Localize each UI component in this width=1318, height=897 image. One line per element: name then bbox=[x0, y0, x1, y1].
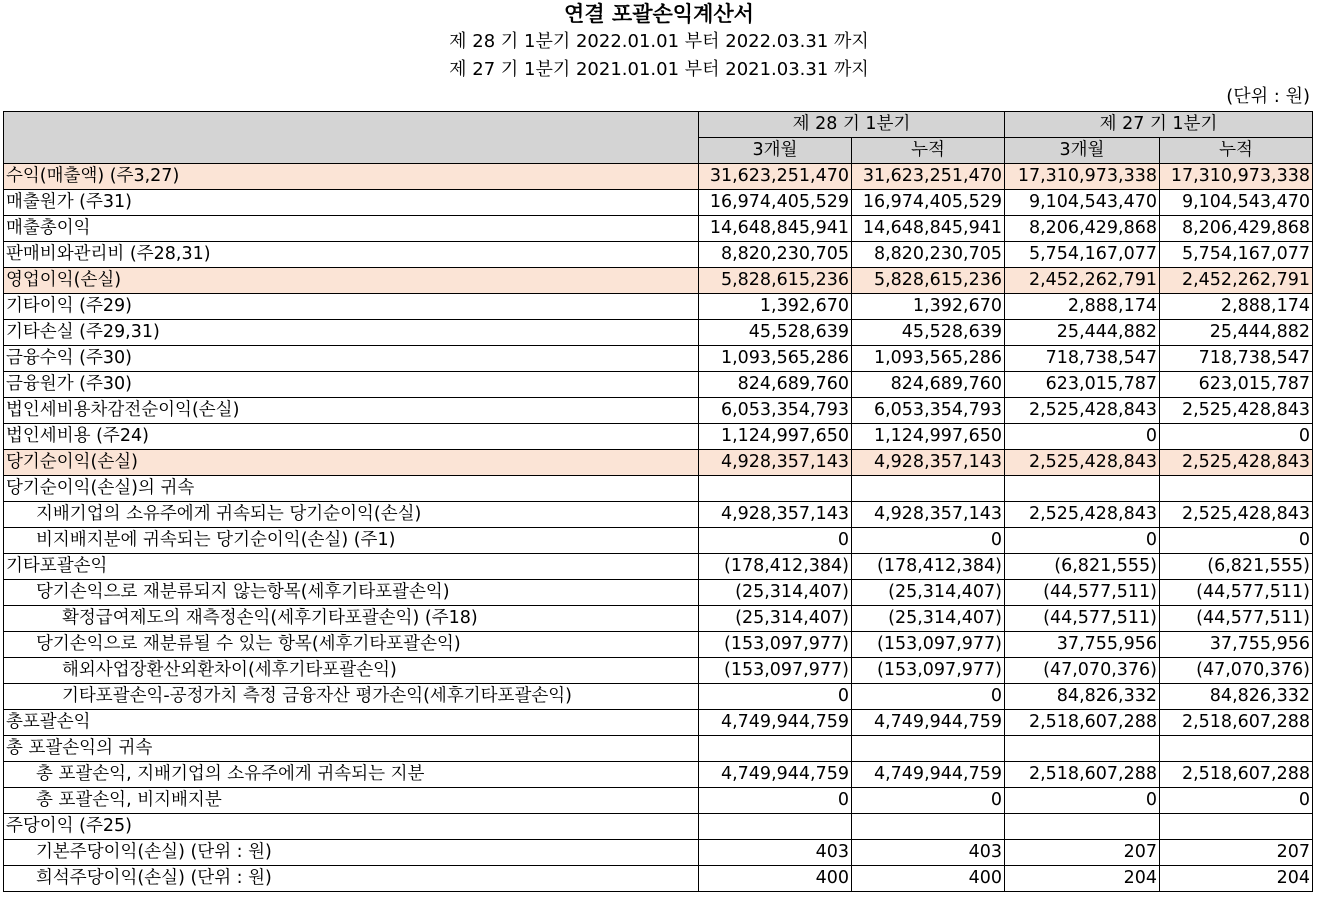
value-current-three-month: (25,314,407) bbox=[699, 606, 852, 632]
value-prior-cumulative bbox=[1160, 736, 1313, 762]
value-current-three-month: 6,053,354,793 bbox=[699, 398, 852, 424]
value-prior-cumulative: (44,577,511) bbox=[1160, 580, 1313, 606]
table-row bbox=[4, 346, 1313, 372]
value-prior-three-month: 2,888,174 bbox=[1005, 294, 1160, 320]
value-current-three-month: 1,093,565,286 bbox=[699, 346, 852, 372]
value-current-cumulative bbox=[852, 736, 1005, 762]
table-row bbox=[4, 866, 1313, 892]
value-prior-three-month: 204 bbox=[1005, 866, 1160, 892]
row-label: 희석주당이익(손실) (단위 : 원) bbox=[4, 866, 699, 892]
value-current-cumulative: 6,053,354,793 bbox=[852, 398, 1005, 424]
row-label: 총포괄손익 bbox=[4, 710, 699, 736]
value-current-three-month: 31,623,251,470 bbox=[699, 164, 852, 190]
table-row bbox=[4, 554, 1313, 580]
value-prior-cumulative: 623,015,787 bbox=[1160, 372, 1313, 398]
value-current-cumulative: 5,828,615,236 bbox=[852, 268, 1005, 294]
row-label: 판매비와관리비 (주28,31) bbox=[4, 242, 699, 268]
statement-title: 연결 포괄손익계산서 bbox=[564, 2, 754, 26]
value-current-three-month: 400 bbox=[699, 866, 852, 892]
table-row bbox=[4, 372, 1313, 398]
value-prior-three-month: (44,577,511) bbox=[1005, 580, 1160, 606]
value-current-cumulative: 14,648,845,941 bbox=[852, 216, 1005, 242]
row-label: 확정급여제도의 재측정손익(세후기타포괄손익) (주18) bbox=[4, 606, 699, 632]
value-prior-cumulative: 0 bbox=[1160, 528, 1313, 554]
value-current-three-month: 4,928,357,143 bbox=[699, 450, 852, 476]
row-label: 당기손익으로 재분류되지 않는항목(세후기타포괄손익) bbox=[4, 580, 699, 606]
value-prior-cumulative: 2,518,607,288 bbox=[1160, 762, 1313, 788]
table-row bbox=[4, 528, 1313, 554]
header-prior-period: 제 27 기 1분기 bbox=[1005, 112, 1313, 138]
row-label: 금융수익 (주30) bbox=[4, 346, 699, 372]
value-prior-cumulative: 0 bbox=[1160, 788, 1313, 814]
value-current-cumulative: (153,097,977) bbox=[852, 658, 1005, 684]
value-current-three-month bbox=[699, 476, 852, 502]
value-current-cumulative: (153,097,977) bbox=[852, 632, 1005, 658]
row-label: 기타포괄손익 bbox=[4, 554, 699, 580]
row-label: 총 포괄손익의 귀속 bbox=[4, 736, 699, 762]
value-current-three-month: 1,392,670 bbox=[699, 294, 852, 320]
value-prior-three-month: 2,518,607,288 bbox=[1005, 762, 1160, 788]
table-row bbox=[4, 398, 1313, 424]
value-current-three-month: 4,749,944,759 bbox=[699, 710, 852, 736]
value-current-cumulative: 1,124,997,650 bbox=[852, 424, 1005, 450]
table-row bbox=[4, 502, 1313, 528]
row-label: 당기순이익(손실) bbox=[4, 450, 699, 476]
row-label: 당기순이익(손실)의 귀속 bbox=[4, 476, 699, 502]
value-current-three-month: 824,689,760 bbox=[699, 372, 852, 398]
value-prior-three-month bbox=[1005, 476, 1160, 502]
value-prior-three-month: (47,070,376) bbox=[1005, 658, 1160, 684]
value-prior-cumulative bbox=[1160, 476, 1313, 502]
row-label: 주당이익 (주25) bbox=[4, 814, 699, 840]
header-label-cell bbox=[4, 112, 699, 164]
row-label: 기본주당이익(손실) (단위 : 원) bbox=[4, 840, 699, 866]
row-label: 영업이익(손실) bbox=[4, 268, 699, 294]
value-current-cumulative: (178,412,384) bbox=[852, 554, 1005, 580]
row-label: 법인세비용차감전순이익(손실) bbox=[4, 398, 699, 424]
table-row bbox=[4, 814, 1313, 840]
value-current-three-month: (153,097,977) bbox=[699, 658, 852, 684]
row-label: 수익(매출액) (주3,27) bbox=[4, 164, 699, 190]
value-prior-three-month: 718,738,547 bbox=[1005, 346, 1160, 372]
value-prior-cumulative: 2,525,428,843 bbox=[1160, 398, 1313, 424]
header-prior-cumulative: 누적 bbox=[1160, 138, 1313, 164]
table-row bbox=[4, 840, 1313, 866]
header-prior-three-month: 3개월 bbox=[1005, 138, 1160, 164]
value-prior-cumulative bbox=[1160, 814, 1313, 840]
table-row bbox=[4, 658, 1313, 684]
row-label: 금융원가 (주30) bbox=[4, 372, 699, 398]
value-prior-cumulative: 2,452,262,791 bbox=[1160, 268, 1313, 294]
row-label: 총 포괄손익, 지배기업의 소유주에게 귀속되는 지분 bbox=[4, 762, 699, 788]
table-row bbox=[4, 710, 1313, 736]
table-row bbox=[4, 476, 1313, 502]
value-current-cumulative: (25,314,407) bbox=[852, 606, 1005, 632]
value-current-three-month: 4,749,944,759 bbox=[699, 762, 852, 788]
value-prior-cumulative: 5,754,167,077 bbox=[1160, 242, 1313, 268]
value-current-cumulative bbox=[852, 814, 1005, 840]
value-current-cumulative: 1,093,565,286 bbox=[852, 346, 1005, 372]
value-prior-three-month: 5,754,167,077 bbox=[1005, 242, 1160, 268]
table-row bbox=[4, 242, 1313, 268]
value-prior-three-month: 0 bbox=[1005, 424, 1160, 450]
value-current-cumulative: 4,928,357,143 bbox=[852, 450, 1005, 476]
value-prior-three-month: 37,755,956 bbox=[1005, 632, 1160, 658]
value-prior-cumulative: 84,826,332 bbox=[1160, 684, 1313, 710]
value-prior-cumulative: 8,206,429,868 bbox=[1160, 216, 1313, 242]
value-prior-three-month: 207 bbox=[1005, 840, 1160, 866]
table-row bbox=[4, 424, 1313, 450]
value-current-three-month: 0 bbox=[699, 684, 852, 710]
value-prior-cumulative: (6,821,555) bbox=[1160, 554, 1313, 580]
table-row bbox=[4, 190, 1313, 216]
value-current-three-month: 5,828,615,236 bbox=[699, 268, 852, 294]
value-prior-cumulative: 2,525,428,843 bbox=[1160, 450, 1313, 476]
value-prior-three-month: 0 bbox=[1005, 528, 1160, 554]
table-row bbox=[4, 580, 1313, 606]
value-current-cumulative: 0 bbox=[852, 788, 1005, 814]
prior-period-line: 제 27 기 1분기 2021.01.01 부터 2021.03.31 까지 bbox=[449, 59, 869, 80]
table-row bbox=[4, 788, 1313, 814]
value-current-three-month: (153,097,977) bbox=[699, 632, 852, 658]
value-current-cumulative: 824,689,760 bbox=[852, 372, 1005, 398]
row-label: 기타포괄손익-공정가치 측정 금융자산 평가손익(세후기타포괄손익) bbox=[4, 684, 699, 710]
table-row bbox=[4, 268, 1313, 294]
value-prior-cumulative: 718,738,547 bbox=[1160, 346, 1313, 372]
value-current-three-month bbox=[699, 814, 852, 840]
value-prior-three-month: 0 bbox=[1005, 788, 1160, 814]
unit-label: (단위 : 원) bbox=[1226, 86, 1310, 107]
value-current-three-month: 1,124,997,650 bbox=[699, 424, 852, 450]
value-current-cumulative: 8,820,230,705 bbox=[852, 242, 1005, 268]
header-current-period: 제 28 기 1분기 bbox=[699, 112, 1005, 138]
value-current-three-month bbox=[699, 736, 852, 762]
table-row bbox=[4, 216, 1313, 242]
value-prior-three-month: 623,015,787 bbox=[1005, 372, 1160, 398]
value-current-cumulative bbox=[852, 476, 1005, 502]
value-prior-three-month: 17,310,973,338 bbox=[1005, 164, 1160, 190]
value-current-three-month: 0 bbox=[699, 528, 852, 554]
value-current-three-month: (178,412,384) bbox=[699, 554, 852, 580]
value-prior-cumulative: 0 bbox=[1160, 424, 1313, 450]
row-label: 해외사업장환산외환차이(세후기타포괄손익) bbox=[4, 658, 699, 684]
value-current-cumulative: 31,623,251,470 bbox=[852, 164, 1005, 190]
value-current-cumulative: 4,749,944,759 bbox=[852, 710, 1005, 736]
value-prior-cumulative: 2,525,428,843 bbox=[1160, 502, 1313, 528]
table-row bbox=[4, 736, 1313, 762]
value-current-cumulative: 4,928,357,143 bbox=[852, 502, 1005, 528]
income-statement-table bbox=[3, 111, 1313, 892]
value-current-cumulative: 403 bbox=[852, 840, 1005, 866]
value-prior-three-month bbox=[1005, 736, 1160, 762]
header-current-cumulative: 누적 bbox=[852, 138, 1005, 164]
value-prior-cumulative: 207 bbox=[1160, 840, 1313, 866]
value-current-cumulative: 45,528,639 bbox=[852, 320, 1005, 346]
value-prior-cumulative: 17,310,973,338 bbox=[1160, 164, 1313, 190]
value-current-cumulative: 0 bbox=[852, 684, 1005, 710]
value-current-three-month: 4,928,357,143 bbox=[699, 502, 852, 528]
value-prior-cumulative: 2,518,607,288 bbox=[1160, 710, 1313, 736]
value-current-cumulative: 1,392,670 bbox=[852, 294, 1005, 320]
row-label: 당기손익으로 재분류될 수 있는 항목(세후기타포괄손익) bbox=[4, 632, 699, 658]
row-label: 매출총이익 bbox=[4, 216, 699, 242]
value-current-three-month: 403 bbox=[699, 840, 852, 866]
table-row bbox=[4, 762, 1313, 788]
value-prior-three-month: 84,826,332 bbox=[1005, 684, 1160, 710]
value-prior-cumulative: 37,755,956 bbox=[1160, 632, 1313, 658]
table-row bbox=[4, 320, 1313, 346]
value-prior-cumulative: (44,577,511) bbox=[1160, 606, 1313, 632]
table-row bbox=[4, 294, 1313, 320]
value-prior-three-month: 25,444,882 bbox=[1005, 320, 1160, 346]
value-prior-three-month: 2,452,262,791 bbox=[1005, 268, 1160, 294]
value-current-three-month: 45,528,639 bbox=[699, 320, 852, 346]
value-current-three-month: 16,974,405,529 bbox=[699, 190, 852, 216]
row-label: 법인세비용 (주24) bbox=[4, 424, 699, 450]
value-current-cumulative: 16,974,405,529 bbox=[852, 190, 1005, 216]
table-row bbox=[4, 632, 1313, 658]
row-label: 지배기업의 소유주에게 귀속되는 당기순이익(손실) bbox=[4, 502, 699, 528]
value-prior-three-month: 9,104,543,470 bbox=[1005, 190, 1160, 216]
value-prior-three-month: (44,577,511) bbox=[1005, 606, 1160, 632]
value-prior-three-month: 2,525,428,843 bbox=[1005, 502, 1160, 528]
value-current-cumulative: 0 bbox=[852, 528, 1005, 554]
header-current-three-month: 3개월 bbox=[699, 138, 852, 164]
value-current-three-month: 8,820,230,705 bbox=[699, 242, 852, 268]
current-period-line: 제 28 기 1분기 2022.01.01 부터 2022.03.31 까지 bbox=[449, 31, 869, 52]
value-prior-three-month: 2,518,607,288 bbox=[1005, 710, 1160, 736]
value-prior-three-month: (6,821,555) bbox=[1005, 554, 1160, 580]
value-prior-three-month: 2,525,428,843 bbox=[1005, 398, 1160, 424]
value-prior-three-month bbox=[1005, 814, 1160, 840]
value-current-cumulative: 4,749,944,759 bbox=[852, 762, 1005, 788]
value-prior-cumulative: 204 bbox=[1160, 866, 1313, 892]
table-row bbox=[4, 164, 1313, 190]
value-prior-three-month: 2,525,428,843 bbox=[1005, 450, 1160, 476]
value-prior-cumulative: 25,444,882 bbox=[1160, 320, 1313, 346]
value-current-three-month: 0 bbox=[699, 788, 852, 814]
value-current-cumulative: 400 bbox=[852, 866, 1005, 892]
row-label: 기타이익 (주29) bbox=[4, 294, 699, 320]
value-prior-cumulative: 9,104,543,470 bbox=[1160, 190, 1313, 216]
table-row bbox=[4, 684, 1313, 710]
value-prior-cumulative: 2,888,174 bbox=[1160, 294, 1313, 320]
table-row bbox=[4, 606, 1313, 632]
header-row-periods bbox=[4, 112, 1313, 138]
value-current-three-month: 14,648,845,941 bbox=[699, 216, 852, 242]
value-current-three-month: (25,314,407) bbox=[699, 580, 852, 606]
value-prior-three-month: 8,206,429,868 bbox=[1005, 216, 1160, 242]
row-label: 매출원가 (주31) bbox=[4, 190, 699, 216]
row-label: 비지배지분에 귀속되는 당기순이익(손실) (주1) bbox=[4, 528, 699, 554]
value-current-cumulative: (25,314,407) bbox=[852, 580, 1005, 606]
table-row bbox=[4, 450, 1313, 476]
row-label: 총 포괄손익, 비지배지분 bbox=[4, 788, 699, 814]
row-label: 기타손실 (주29,31) bbox=[4, 320, 699, 346]
value-prior-cumulative: (47,070,376) bbox=[1160, 658, 1313, 684]
